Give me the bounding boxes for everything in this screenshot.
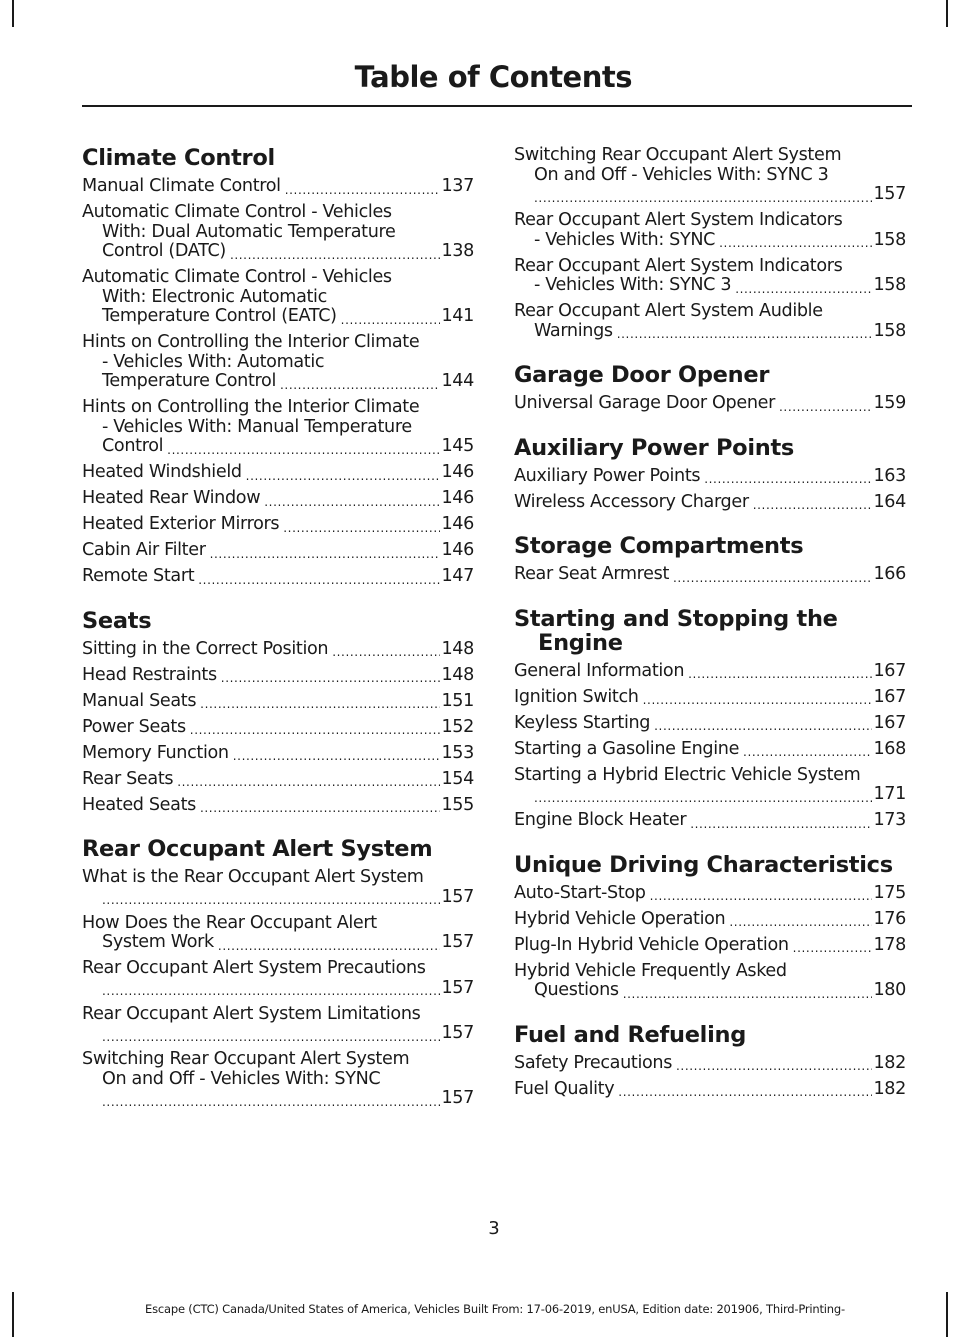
- toc-entry-text: Manual Seats: [82, 690, 197, 711]
- toc-page-number: 173: [873, 810, 906, 830]
- toc-entry-text: Heated Rear Window: [82, 488, 261, 508]
- toc-entry[interactable]: [514, 688, 906, 708]
- toc-page-number: 167: [873, 686, 906, 707]
- toc-entry-text: Hybrid Vehicle Frequently Asked: [514, 960, 787, 981]
- dot-leader: [688, 667, 872, 681]
- crop-mark-top-left: [12, 0, 14, 27]
- toc-page-number: 166: [873, 564, 906, 584]
- toc-page-number: 182: [873, 1078, 906, 1099]
- dot-leader: [102, 984, 440, 998]
- toc-entry[interactable]: [82, 959, 474, 998]
- toc-entry[interactable]: [514, 740, 906, 760]
- toc-entry[interactable]: [514, 302, 906, 341]
- toc-entry-text: On and Off - Vehicles With: SYNC 3: [534, 164, 829, 185]
- toc-page-number: 152: [441, 716, 474, 737]
- toc-entry-text: Rear Occupant Alert System Audible: [514, 301, 823, 321]
- toc-page-number: 175: [873, 882, 906, 903]
- section-heading: Garage Door Opener: [514, 362, 770, 388]
- toc-section: [514, 853, 906, 1001]
- toc-entry[interactable]: [82, 515, 474, 535]
- toc-page-number: 182: [873, 1052, 906, 1073]
- toc-entry[interactable]: [514, 1054, 906, 1074]
- toc-entry-text: Keyless Starting: [514, 712, 651, 733]
- dot-leader: [102, 1095, 440, 1109]
- toc-entry-text: With: Dual Automatic Temperature: [102, 221, 396, 242]
- dot-leader: [654, 719, 872, 733]
- toc-page-number: 145: [441, 436, 474, 456]
- toc-entry-text: Heated Exterior Mirrors: [82, 514, 280, 534]
- toc-entry-text: Switching Rear Occupant Alert System: [514, 145, 842, 165]
- toc-entry-text: Auto-Start-Stop: [514, 882, 646, 903]
- toc-entry-text: Starting a Gasoline Engine: [514, 738, 740, 759]
- toc-entry-text: Automatic Climate Control - Vehicles: [82, 267, 392, 287]
- dot-leader: [779, 400, 872, 414]
- toc-entry[interactable]: [82, 203, 474, 262]
- toc-section: [514, 1023, 906, 1100]
- dot-leader: [230, 248, 441, 262]
- toc-entry-text: Rear Occupant Alert System Indicators: [514, 255, 843, 276]
- toc-page-number: 137: [441, 176, 474, 196]
- toc-entry-text: Warnings: [534, 320, 613, 341]
- toc-entry-text: Memory Function: [82, 742, 229, 763]
- section-heading: Starting and Stopping the Engine: [514, 605, 838, 656]
- toc-entry[interactable]: [82, 1050, 474, 1109]
- dot-leader: [198, 573, 440, 587]
- toc-page-number: 146: [441, 540, 474, 560]
- page-title: Table of Contents: [354, 60, 632, 94]
- toc-entry-text: Heated Windshield: [82, 462, 242, 482]
- toc-entry[interactable]: [514, 714, 906, 734]
- toc-entry-text: Remote Start: [82, 566, 195, 586]
- toc-entry[interactable]: [514, 565, 906, 585]
- toc-page-number: 153: [441, 742, 474, 763]
- dot-leader: [218, 939, 441, 953]
- section-heading: Auxiliary Power Points: [514, 434, 795, 461]
- dot-leader: [280, 378, 440, 392]
- dot-leader: [190, 723, 441, 737]
- toc-page-number: 146: [441, 488, 474, 508]
- toc-entry[interactable]: [514, 766, 906, 805]
- toc-entry-text: On and Off - Vehicles With: SYNC: [102, 1068, 381, 1089]
- dot-leader: [283, 521, 440, 535]
- toc-section: [514, 607, 906, 831]
- toc-entry-text: Sitting in the Correct Position: [82, 638, 329, 659]
- toc-entry[interactable]: [82, 666, 474, 686]
- toc-page-number: 158: [873, 320, 906, 341]
- toc-page-number: 151: [441, 690, 474, 711]
- dot-leader: [534, 191, 872, 205]
- toc-entry[interactable]: [82, 770, 474, 790]
- toc-page-number: 178: [873, 934, 906, 955]
- toc-entry-text: Rear Seats: [82, 768, 174, 789]
- toc-page-number: 157: [441, 1023, 474, 1043]
- dot-leader: [690, 817, 872, 831]
- toc-entry-text: With: Electronic Automatic: [102, 286, 327, 307]
- page-header: [0, 60, 632, 94]
- toc-section: [514, 436, 906, 513]
- toc-entry[interactable]: [82, 541, 474, 561]
- toc-entry-text: System Work: [102, 932, 214, 952]
- toc-section: [514, 534, 906, 585]
- dot-leader: [753, 498, 873, 512]
- toc-entry-text: Engine Block Heater: [514, 810, 687, 830]
- toc-entry[interactable]: [82, 1005, 474, 1044]
- dot-leader: [735, 282, 872, 296]
- toc-page-number: 157: [441, 932, 474, 952]
- toc-page-number: 144: [441, 371, 474, 391]
- toc-section: [514, 363, 906, 414]
- toc-entry-text: - Vehicles With: SYNC: [534, 229, 716, 250]
- dot-leader: [102, 1030, 440, 1044]
- dot-leader: [617, 327, 873, 341]
- toc-entry-text: Manual Climate Control: [82, 176, 281, 196]
- crop-mark-top-right: [946, 0, 948, 27]
- toc-entry-text: Auxiliary Power Points: [514, 465, 701, 486]
- toc-entry[interactable]: [82, 463, 474, 483]
- toc-entry[interactable]: [514, 811, 906, 831]
- dot-leader: [673, 571, 872, 585]
- dot-leader: [623, 987, 873, 1001]
- toc-page-number: 157: [441, 977, 474, 998]
- toc-entry-text: Hints on Controlling the Interior Climate: [82, 397, 420, 417]
- toc-entry[interactable]: [514, 493, 906, 513]
- toc-entry-text: Fuel Quality: [514, 1078, 615, 1099]
- dot-leader: [534, 791, 872, 805]
- toc-entry-text: - Vehicles With: Manual Temperature: [102, 416, 412, 437]
- toc-page-number: 157: [873, 184, 906, 204]
- toc-entry-text: Control (DATC): [102, 241, 226, 261]
- footer-edition-text: Escape (CTC) Canada/United States of America, Vehicles Built From: 17-06-2019, enUSA, Edition date: 201906, Third-Printing-: [145, 1302, 845, 1316]
- toc-entry[interactable]: [82, 868, 474, 907]
- toc-page-number: 148: [441, 664, 474, 685]
- dot-leader: [643, 693, 873, 707]
- section-heading: Climate Control: [82, 145, 275, 171]
- toc-entry[interactable]: [514, 146, 906, 205]
- dot-leader: [246, 469, 441, 483]
- toc-entry[interactable]: [514, 662, 906, 682]
- toc-entry-text: Wireless Accessory Charger: [514, 491, 749, 512]
- dot-leader: [618, 1085, 872, 1099]
- dot-leader: [704, 472, 872, 486]
- toc-entry-text: - Vehicles With: SYNC 3: [534, 275, 732, 295]
- toc-entry-text: Hints on Controlling the Interior Climate: [82, 332, 420, 352]
- toc-page-number: 159: [873, 393, 906, 413]
- toc-entry-text: Cabin Air Filter: [82, 540, 206, 560]
- toc-entry-text: Rear Seat Armrest: [514, 564, 670, 584]
- toc-entry[interactable]: [82, 718, 474, 738]
- toc-entry[interactable]: [82, 177, 474, 197]
- toc-entry-text: Safety Precautions: [514, 1052, 673, 1073]
- toc-column-right: [514, 146, 906, 1121]
- toc-entry-text: Control: [102, 436, 164, 456]
- toc-section: [82, 146, 474, 587]
- toc-entry[interactable]: [82, 796, 474, 816]
- toc-page-number: 147: [441, 566, 474, 586]
- toc-entry-text: Automatic Climate Control - Vehicles: [82, 202, 392, 222]
- toc-entry-text: Rear Occupant Alert System Precautions: [82, 958, 426, 978]
- toc-entry[interactable]: [82, 640, 474, 660]
- toc-entry-text: Hybrid Vehicle Operation: [514, 908, 726, 929]
- header-rule: [82, 105, 912, 107]
- toc-entry[interactable]: [514, 1080, 906, 1100]
- toc-entry[interactable]: [82, 398, 474, 457]
- toc-page-number: 176: [873, 908, 906, 929]
- toc-entry[interactable]: [514, 962, 906, 1001]
- toc-page-number: 148: [441, 638, 474, 659]
- toc-entry[interactable]: [82, 268, 474, 327]
- toc-page-number: 138: [441, 241, 474, 261]
- toc-page-number: 171: [873, 784, 906, 804]
- toc-entry[interactable]: [514, 467, 906, 487]
- toc-page-number: 146: [441, 462, 474, 482]
- section-heading: Unique Driving Characteristics: [514, 851, 893, 878]
- toc-section: [82, 837, 474, 1109]
- dot-leader: [341, 313, 441, 327]
- toc-entry[interactable]: [514, 910, 906, 930]
- section-heading: Rear Occupant Alert System: [82, 836, 433, 862]
- toc-entry-text: Plug-In Hybrid Vehicle Operation: [514, 934, 789, 955]
- dot-leader: [167, 443, 440, 457]
- toc-entry-text: Questions: [534, 980, 619, 1000]
- toc-entry[interactable]: [82, 692, 474, 712]
- toc-entry-text: Rear Occupant Alert System Indicators: [514, 210, 843, 230]
- dot-leader: [332, 645, 440, 659]
- dot-leader: [676, 1059, 872, 1073]
- toc-entry[interactable]: [514, 211, 906, 250]
- toc-entry[interactable]: [514, 884, 906, 904]
- dot-leader: [102, 893, 440, 907]
- toc-entry-text: Temperature Control (EATC): [102, 306, 337, 326]
- section-heading: Seats: [82, 607, 152, 634]
- dot-leader: [200, 697, 440, 711]
- toc-entry-text: Head Restraints: [82, 664, 217, 685]
- toc-entry[interactable]: [82, 914, 474, 953]
- toc-entry-text: Ignition Switch: [514, 686, 639, 707]
- toc-entry-text: Power Seats: [82, 716, 186, 737]
- toc-entry-text: General Information: [514, 660, 685, 681]
- toc-entry[interactable]: [82, 744, 474, 764]
- dot-leader: [650, 889, 873, 903]
- dot-leader: [729, 915, 872, 929]
- toc-entry-text: Heated Seats: [82, 794, 196, 815]
- dot-leader: [719, 236, 872, 250]
- toc-page-number: 180: [873, 980, 906, 1000]
- dot-leader: [200, 801, 441, 815]
- toc-entry-text: Temperature Control: [102, 371, 276, 391]
- dot-leader: [793, 941, 873, 955]
- toc-page-number: 158: [873, 275, 906, 295]
- toc-page-number: 146: [441, 514, 474, 534]
- toc-section: [514, 146, 906, 341]
- toc-entry[interactable]: [82, 333, 474, 392]
- dot-leader: [221, 671, 441, 685]
- dot-leader: [285, 183, 441, 197]
- dot-leader: [264, 495, 440, 509]
- toc-entry[interactable]: [514, 394, 906, 414]
- toc-entry-text: Starting a Hybrid Electric Vehicle System: [514, 764, 861, 785]
- toc-section: [82, 609, 474, 816]
- dot-leader: [743, 745, 872, 759]
- dot-leader: [177, 775, 440, 789]
- toc-page-number: 157: [441, 1088, 474, 1108]
- toc-entry-text: - Vehicles With: Automatic: [102, 351, 325, 372]
- toc-entry[interactable]: [82, 489, 474, 509]
- dot-leader: [233, 749, 441, 763]
- toc-page-number: 167: [873, 660, 906, 681]
- toc-page-number: 154: [441, 768, 474, 789]
- toc-entry-text: Switching Rear Occupant Alert System: [82, 1049, 410, 1069]
- toc-entry[interactable]: [514, 257, 906, 296]
- page-number: 3: [488, 1218, 500, 1239]
- dot-leader: [210, 547, 441, 561]
- toc-entry-text: Universal Garage Door Opener: [514, 393, 775, 413]
- toc-entry-text: What is the Rear Occupant Alert System: [82, 867, 424, 887]
- toc-page-number: 141: [441, 306, 474, 326]
- toc-page-number: 164: [873, 491, 906, 512]
- section-heading: Storage Compartments: [514, 533, 804, 559]
- toc-entry[interactable]: [514, 936, 906, 956]
- toc-page-number: 163: [873, 465, 906, 486]
- toc-entry[interactable]: [82, 567, 474, 587]
- toc-column-left: [82, 146, 474, 1131]
- toc-page-number: 155: [441, 794, 474, 815]
- toc-page-number: 158: [873, 229, 906, 250]
- toc-page-number: 157: [441, 886, 474, 907]
- toc-page-number: 167: [873, 712, 906, 733]
- toc-entry-text: Rear Occupant Alert System Limitations: [82, 1003, 421, 1024]
- toc-entry-text: How Does the Rear Occupant Alert: [82, 912, 377, 933]
- toc-page-number: 168: [873, 738, 906, 759]
- section-heading: Fuel and Refueling: [514, 1021, 747, 1048]
